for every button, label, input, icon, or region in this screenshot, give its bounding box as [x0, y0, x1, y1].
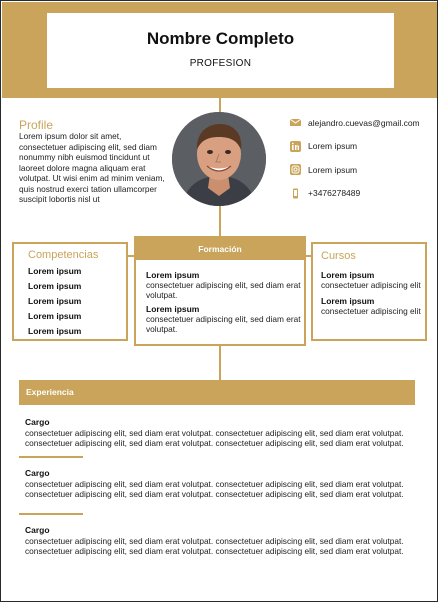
job-divider: [19, 513, 83, 515]
experiencia-title: Experiencia: [19, 380, 415, 405]
header-band: [2, 2, 438, 98]
list-item: Lorem ipsum: [28, 311, 82, 321]
instagram-icon: [290, 164, 301, 175]
competencias-title: Competencias: [28, 249, 99, 261]
contact-email-text: alejandro.cuevas@gmail.com: [308, 117, 420, 128]
job-entry: [25, 468, 417, 499]
cursos-item-text: consectetuer adipiscing elit: [321, 306, 421, 316]
job-title: Cargo: [25, 468, 50, 478]
list-item: Lorem ipsum: [28, 281, 82, 291]
contact-instagram-text: Lorem ipsum: [308, 164, 358, 175]
cursos-title: Cursos: [321, 250, 356, 262]
profile-photo: [172, 112, 266, 206]
list-item: Lorem ipsum: [28, 266, 82, 276]
cursos-item-title: Lorem ipsum: [321, 270, 375, 280]
phone-icon: [290, 188, 301, 199]
formacion-item-title: Lorem ipsum: [146, 304, 200, 314]
profile-text: Lorem ipsum dolor sit amet, consectetuer adipiscing elit, sed diam nonummy nibh euismod tincidunt ut laoreet dolore magna aliquam erat volutpat. Ut wisi enim ad minim veniam, quis nostrud exerci tation ullamcorper suscipit lobortis nisl ut: [19, 131, 165, 204]
contact-phone-text: +3476278489: [308, 188, 361, 198]
list-item: Lorem ipsum: [28, 296, 82, 306]
profile-title: Profile: [19, 118, 54, 132]
email-icon: [290, 117, 301, 128]
contact-email[interactable]: [290, 117, 430, 128]
person-portrait-icon: [172, 112, 266, 206]
profession: PROFESION: [189, 58, 252, 69]
job-title: Cargo: [25, 417, 50, 427]
job-text: consectetuer adipiscing elit, sed diam erat volutpat. consectetuer adipiscing elit, sed diam erat volutpat. consectetuer adipiscing elit, sed diam erat volutpat. consectetuer adipiscing elit, sed diam erat volutpat.: [25, 479, 404, 499]
job-text: consectetuer adipiscing elit, sed diam erat volutpat. consectetuer adipiscing elit, sed diam erat volutpat. consectetuer adipiscing elit, sed diam erat volutpat. consectetuer adipiscing elit, sed diam erat volutpat.: [25, 536, 404, 556]
cursos-item-text: consectetuer adipiscing elit: [321, 280, 421, 290]
header-title-box: [47, 13, 394, 88]
formacion-title: Formación: [136, 238, 304, 260]
job-entry: [25, 417, 417, 448]
formacion-content: [136, 260, 304, 334]
contact-list: [290, 117, 430, 211]
contact-instagram[interactable]: [290, 164, 430, 175]
competencias-list: [28, 266, 126, 336]
contact-linkedin-text: Lorem ipsum: [308, 141, 358, 151]
job-entry: [25, 525, 417, 556]
connector-line-mid: [219, 205, 221, 238]
job-text: consectetuer adipiscing elit, sed diam erat volutpat. consectetuer adipiscing elit, sed diam erat volutpat. consectetuer adipiscing elit, sed diam erat volutpat. consectetuer adipiscing elit, sed diam erat volutpat.: [25, 428, 404, 448]
contact-phone[interactable]: [290, 188, 430, 199]
linkedin-icon: [290, 141, 301, 152]
formacion-item-text: consectetuer adipiscing elit, sed diam erat volutpat.: [146, 314, 301, 334]
full-name: Nombre Completo: [146, 29, 295, 48]
job-title: Cargo: [25, 525, 50, 535]
job-divider: [19, 456, 83, 458]
formacion-item-title: Lorem ipsum: [146, 270, 200, 280]
contact-linkedin[interactable]: [290, 141, 430, 152]
list-item: Lorem ipsum: [28, 326, 82, 336]
formacion-box: [134, 236, 306, 346]
competencias-box: [12, 242, 128, 341]
formacion-item-text: consectetuer adipiscing elit, sed diam erat volutpat.: [146, 280, 301, 300]
cursos-item-title: Lorem ipsum: [321, 296, 375, 306]
connector-line-bottom: [219, 345, 221, 381]
cursos-box: [311, 242, 427, 341]
